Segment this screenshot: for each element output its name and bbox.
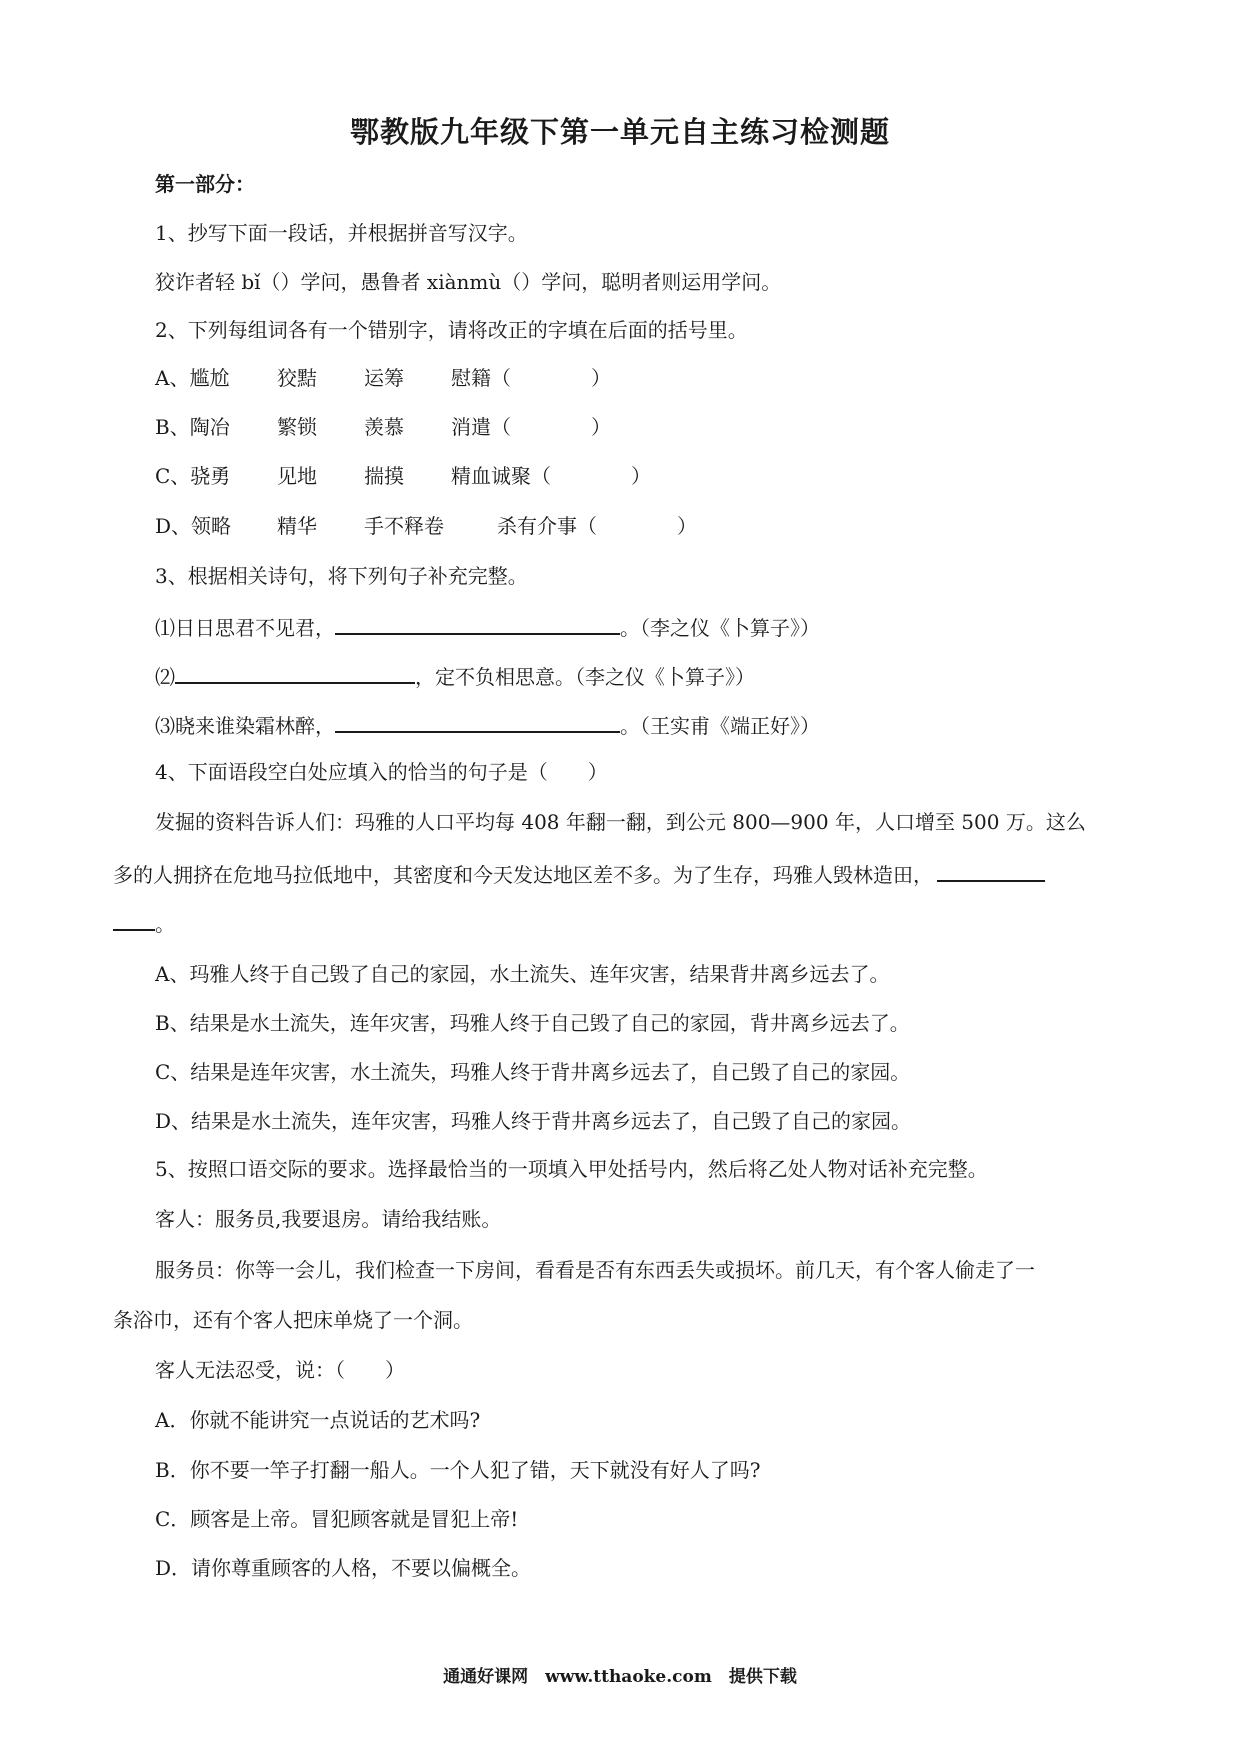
word: 手不释卷 [364, 514, 444, 538]
paragraph-text: 多的人拥挤在危地马拉低地中，其密度和今天发达地区差不多。为了生存，玛雅人毁林造田， [113, 863, 933, 887]
word: 狡黠 [277, 366, 317, 390]
row-label: A、尴尬 [155, 366, 230, 390]
section-heading: 第一部分： [155, 172, 255, 196]
question-5-option-b: B．你不要一竿子打翻一船人。一个人犯了错，天下就没有好人了吗? [155, 1458, 761, 1482]
question-4-paragraph-line-3 [113, 907, 175, 938]
question-4-paragraph-line-2 [113, 858, 1045, 889]
question-5-guest-reply: 客人无法忍受，说：（ ） [155, 1358, 405, 1382]
question-3-line-1 [155, 611, 820, 642]
word: 见地 [277, 464, 317, 488]
question-5-option-a: A．你就不能讲究一点说话的艺术吗? [155, 1408, 481, 1432]
question-2-stem: 2、下列每组词各有一个错别字，请将改正的字填在后面的括号里。 [155, 318, 748, 342]
row-label: C、骁勇 [155, 464, 231, 488]
answer-blank[interactable] [937, 858, 1045, 882]
question-3-line-3 [155, 709, 820, 740]
question-5-guest-line: 客人：服务员,我要退房。请给我结账。 [155, 1207, 502, 1231]
question-4-stem: 4、下面语段空白处应填入的恰当的句子是（ ） [155, 760, 608, 784]
word-answer: 精血诚聚（ ） [451, 464, 651, 488]
paragraph-end: 。 [155, 912, 175, 936]
word: 精华 [277, 514, 317, 538]
answer-blank[interactable] [175, 660, 415, 684]
question-4-paragraph-line-1: 发掘的资料告诉人们：玛雅的人口平均每 408 年翻一翻，到公元 800—900 年，人口增至 500 万。这么 [155, 810, 1086, 834]
line-prefix: ⑴日日思君不见君， [155, 616, 335, 640]
line-prefix: ⑶晓来谁染霜林醉， [155, 714, 335, 738]
question-5-waiter-line-1: 服务员：你等一会儿，我们检查一下房间，看看是否有东西丢失或损坏。前几天，有个客人偷走了一 [155, 1258, 1035, 1282]
question-4-option-c: C、结果是连年灾害，水土流失，玛雅人终于背井离乡远去了，自己毁了自己的家园。 [155, 1060, 911, 1084]
question-3-line-2 [155, 660, 755, 691]
line-prefix: ⑵ [155, 665, 175, 689]
question-4-option-a: A、玛雅人终于自己毁了自己的家园，水土流失、连年灾害，结果背井离乡远去了。 [155, 962, 890, 986]
question-1-stem: 1、抄写下面一段话，并根据拼音写汉字。 [155, 221, 528, 245]
line-suffix: 。（王实甫《端正好》） [620, 714, 820, 738]
question-5-waiter-line-2: 条浴巾，还有个客人把床单烧了一个洞。 [113, 1308, 473, 1332]
line-suffix: 。（李之仪《卜算子》） [620, 616, 820, 640]
question-4-option-b: B、结果是水土流失，连年灾害，玛雅人终于自己毁了自己的家园，背井离乡远去了。 [155, 1011, 910, 1035]
word: 繁锁 [277, 415, 317, 439]
question-1-text: 狡诈者轻 bǐ（）学问，愚鲁者 xiànmù（）学问，聪明者则运用学问。 [155, 270, 782, 294]
row-label: B、陶冶 [155, 415, 230, 439]
question-4-option-d: D、结果是水土流失，连年灾害，玛雅人终于背井离乡远去了，自己毁了自己的家园。 [155, 1109, 912, 1133]
word-answer: 慰籍（ ） [451, 366, 611, 390]
row-label: D、领略 [155, 514, 232, 538]
word: 揣摸 [364, 464, 404, 488]
question-3-stem: 3、根据相关诗句，将下列句子补充完整。 [155, 564, 528, 588]
word: 羡慕 [364, 415, 404, 439]
word-answer: 杀有介事（ ） [497, 514, 697, 538]
answer-blank[interactable] [335, 611, 620, 635]
question-5-stem: 5、按照口语交际的要求。选择最恰当的一项填入甲处括号内，然后将乙处人物对话补充完整。 [155, 1157, 988, 1181]
answer-blank[interactable] [113, 907, 155, 931]
word: 运筹 [364, 366, 404, 390]
answer-blank[interactable] [335, 709, 620, 733]
question-5-option-c: C．顾客是上帝。冒犯顾客就是冒犯上帝! [155, 1507, 519, 1531]
page-title: 鄂教版九年级下第一单元自主练习检测题 [349, 115, 890, 149]
page-footer: 通通好课网 www.tthaoke.com 提供下载 [443, 1667, 797, 1687]
question-5-option-d: D．请你尊重顾客的人格，不要以偏概全。 [155, 1556, 532, 1580]
line-suffix: ，定不负相思意。（李之仪《卜算子》） [415, 665, 755, 689]
word-answer: 消遣（ ） [451, 415, 611, 439]
